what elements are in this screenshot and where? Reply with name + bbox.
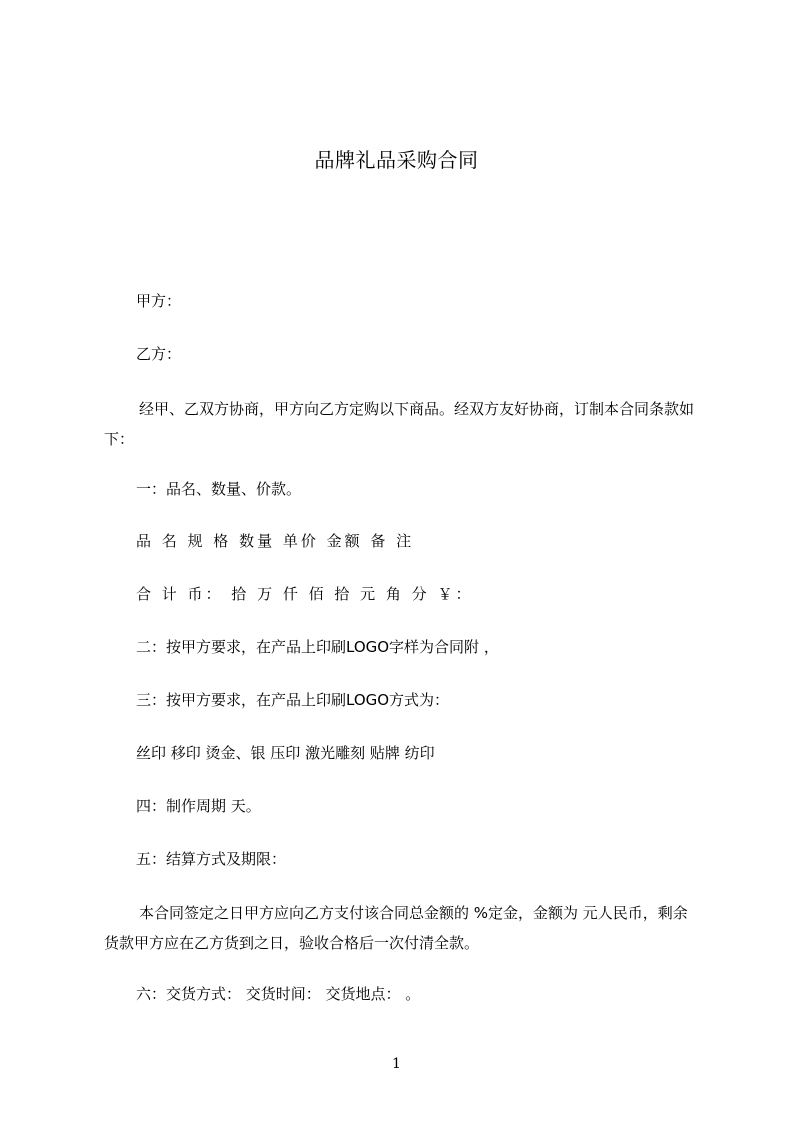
section-3-logo-method: 三：按甲方要求，在产品上印刷LOGO方式为：	[136, 691, 450, 709]
section-6-delivery: 六：交货方式： 交货时间： 交货地点： 。	[136, 985, 421, 1003]
intro-paragraph: 经甲、乙双方协商，甲方向乙方定购以下商品。经双方友好协商，订制本合同条款如下：	[104, 400, 695, 448]
section-5-heading: 五：结算方式及期限：	[136, 850, 287, 868]
total-amount-line: 合 计 币： 拾 万 仟 佰 拾 元 角 分 ￥：	[136, 585, 474, 603]
document-title: 品牌礼品采购合同	[314, 148, 479, 172]
section-4-production-period: 四：制作周期 天。	[136, 797, 261, 815]
section-2-logo-text: 二：按甲方要求，在产品上印刷LOGO字样为合同附 ，	[136, 638, 499, 656]
payment-terms-paragraph: 本合同签定之日甲方应向乙方支付该合同总金额的 %定金，金额为 元人民币，剩余货款甲方应在乙方货到之日，验收合格后一次付清全款。	[104, 904, 688, 952]
party-b-line: 乙方：	[136, 345, 182, 363]
party-a-line: 甲方：	[136, 292, 182, 310]
page-number: 1	[392, 1056, 401, 1072]
section-1-heading: 一：品名、数量、价款。	[136, 480, 302, 498]
item-table-header: 品 名 规 格 数量 单价 金额 备 注	[136, 532, 415, 550]
print-methods-list: 丝印 移印 烫金、银 压印 激光雕刻 贴牌 纺印	[136, 744, 435, 762]
